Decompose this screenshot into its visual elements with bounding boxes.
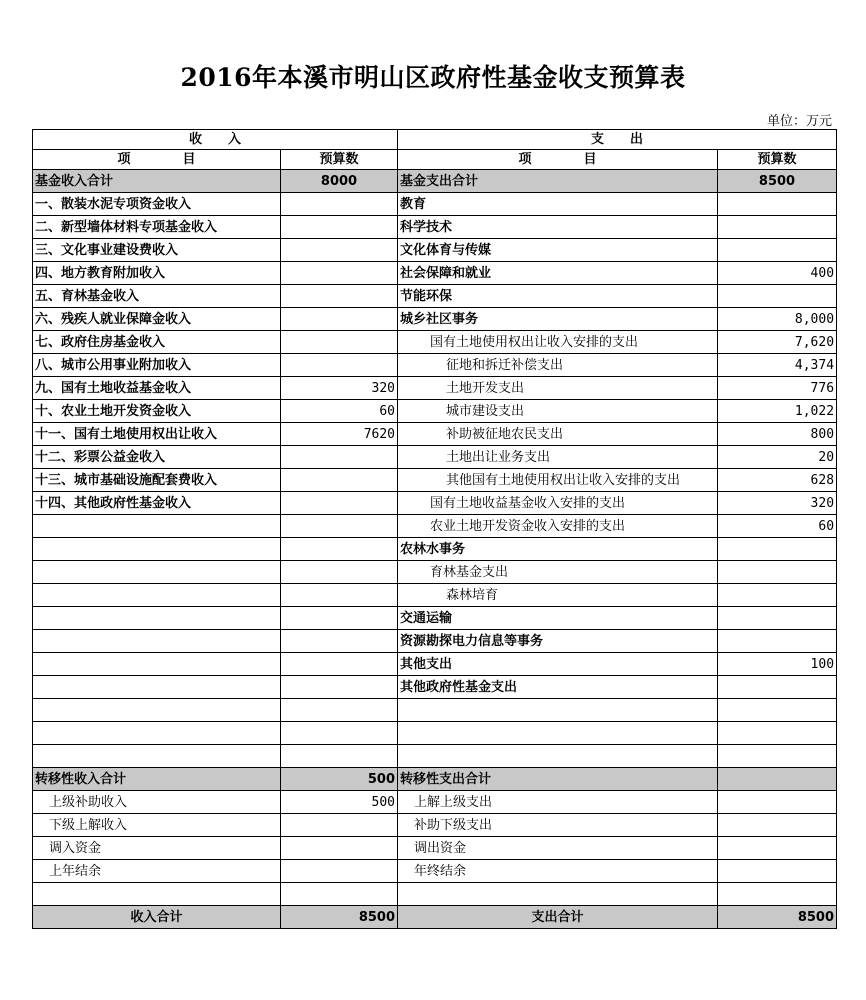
expense-item xyxy=(398,699,718,722)
expense-item: 国有土地使用权出让收入安排的支出 xyxy=(398,331,718,354)
header-row-2 xyxy=(33,150,837,170)
transfer-income-value: 500 xyxy=(281,791,398,814)
income-item: 七、政府住房基金收入 xyxy=(33,331,281,354)
expense-item: 土地开发支出 xyxy=(398,377,718,400)
income-item xyxy=(33,584,281,607)
expense-value: 8,000 xyxy=(718,308,837,331)
table-row xyxy=(33,354,837,377)
table-row xyxy=(33,699,837,722)
expense-value xyxy=(718,584,837,607)
fund-total-row xyxy=(33,170,837,193)
transfer-income-value xyxy=(281,814,398,837)
transfer-row xyxy=(33,814,837,837)
table-row xyxy=(33,630,837,653)
expense-item xyxy=(398,722,718,745)
transfer-expense-item: 年终结余 xyxy=(398,860,718,883)
expense-item: 其他国有土地使用权出让收入安排的支出 xyxy=(398,469,718,492)
income-total-label: 基金收入合计 xyxy=(33,170,281,193)
page-title: 2016年本溪市明山区政府性基金收支预算表 xyxy=(180,63,686,92)
expense-item: 土地出让业务支出 xyxy=(398,446,718,469)
income-item: 十一、国有土地使用权出让收入 xyxy=(33,423,281,446)
expense-value xyxy=(718,239,837,262)
income-header: 收 入 xyxy=(33,130,398,150)
income-value xyxy=(281,515,398,538)
income-item: 八、城市公用事业附加收入 xyxy=(33,354,281,377)
table-row xyxy=(33,607,837,630)
expense-value: 7,620 xyxy=(718,331,837,354)
transfer-row xyxy=(33,883,837,906)
table-row xyxy=(33,377,837,400)
grand-total-row xyxy=(33,906,837,929)
income-item: 五、育林基金收入 xyxy=(33,285,281,308)
income-item xyxy=(33,722,281,745)
income-value xyxy=(281,469,398,492)
table-row xyxy=(33,239,837,262)
transfer-income-value xyxy=(281,883,398,906)
expense-item: 教育 xyxy=(398,193,718,216)
income-value xyxy=(281,239,398,262)
table-row xyxy=(33,584,837,607)
income-item xyxy=(33,699,281,722)
expense-value: 400 xyxy=(718,262,837,285)
table-row xyxy=(33,423,837,446)
grand-income-value: 8500 xyxy=(281,906,398,929)
income-item: 十三、城市基础设施配套费收入 xyxy=(33,469,281,492)
expense-value xyxy=(718,538,837,561)
transfer-expense-label: 转移性支出合计 xyxy=(398,768,718,791)
table-row xyxy=(33,745,837,768)
income-item: 一、散装水泥专项资金收入 xyxy=(33,193,281,216)
expense-item: 城市建设支出 xyxy=(398,400,718,423)
income-value xyxy=(281,216,398,239)
transfer-income-item: 下级上解收入 xyxy=(33,814,281,837)
transfer-expense-value xyxy=(718,837,837,860)
transfer-expense-value xyxy=(718,768,837,791)
expense-item: 国有土地收益基金收入安排的支出 xyxy=(398,492,718,515)
income-value xyxy=(281,331,398,354)
expense-value xyxy=(718,193,837,216)
income-item: 十、农业土地开发资金收入 xyxy=(33,400,281,423)
income-value xyxy=(281,561,398,584)
income-value xyxy=(281,676,398,699)
expense-value: 628 xyxy=(718,469,837,492)
table-row xyxy=(33,538,837,561)
transfer-income-item: 调入资金 xyxy=(33,837,281,860)
income-item xyxy=(33,561,281,584)
transfer-expense-item xyxy=(398,883,718,906)
header-row-1 xyxy=(33,130,837,150)
expense-value: 100 xyxy=(718,653,837,676)
expense-item: 科学技术 xyxy=(398,216,718,239)
expense-value xyxy=(718,607,837,630)
budget-table xyxy=(32,129,837,929)
expense-value xyxy=(718,722,837,745)
income-value xyxy=(281,584,398,607)
expense-value: 320 xyxy=(718,492,837,515)
grand-income-label: 收入合计 xyxy=(33,906,281,929)
expense-value xyxy=(718,285,837,308)
expense-value xyxy=(718,745,837,768)
expense-item: 其他支出 xyxy=(398,653,718,676)
income-item xyxy=(33,515,281,538)
income-value xyxy=(281,193,398,216)
expense-item-header: 项 目 xyxy=(398,150,718,170)
income-item xyxy=(33,653,281,676)
transfer-expense-value xyxy=(718,860,837,883)
income-value: 60 xyxy=(281,400,398,423)
transfer-income-item: 上年结余 xyxy=(33,860,281,883)
expense-item xyxy=(398,745,718,768)
expense-value xyxy=(718,216,837,239)
income-value xyxy=(281,607,398,630)
table-row xyxy=(33,469,837,492)
transfer-total-row xyxy=(33,768,837,791)
expense-item: 文化体育与传媒 xyxy=(398,239,718,262)
income-value xyxy=(281,446,398,469)
transfer-expense-value xyxy=(718,883,837,906)
income-item: 二、新型墙体材料专项基金收入 xyxy=(33,216,281,239)
transfer-expense-value xyxy=(718,814,837,837)
table-row xyxy=(33,262,837,285)
income-value xyxy=(281,492,398,515)
expense-item: 育林基金支出 xyxy=(398,561,718,584)
table-row xyxy=(33,676,837,699)
income-value: 320 xyxy=(281,377,398,400)
income-item: 六、残疾人就业保障金收入 xyxy=(33,308,281,331)
income-item: 四、地方教育附加收入 xyxy=(33,262,281,285)
income-value xyxy=(281,354,398,377)
expense-value: 60 xyxy=(718,515,837,538)
table-row xyxy=(33,331,837,354)
table-row xyxy=(33,400,837,423)
table-row xyxy=(33,216,837,239)
expense-item: 农业土地开发资金收入安排的支出 xyxy=(398,515,718,538)
grand-expense-label: 支出合计 xyxy=(398,906,718,929)
income-value xyxy=(281,538,398,561)
table-row xyxy=(33,492,837,515)
income-item: 三、文化事业建设费收入 xyxy=(33,239,281,262)
expense-value: 776 xyxy=(718,377,837,400)
expense-item: 森林培育 xyxy=(398,584,718,607)
transfer-row xyxy=(33,837,837,860)
table-row xyxy=(33,193,837,216)
grand-expense-value: 8500 xyxy=(718,906,837,929)
income-item: 九、国有土地收益基金收入 xyxy=(33,377,281,400)
expense-budget-header: 预算数 xyxy=(718,150,837,170)
income-item: 十二、彩票公益金收入 xyxy=(33,446,281,469)
transfer-expense-value xyxy=(718,791,837,814)
income-item xyxy=(33,538,281,561)
expense-item: 其他政府性基金支出 xyxy=(398,676,718,699)
table-row xyxy=(33,653,837,676)
expense-value: 4,374 xyxy=(718,354,837,377)
expense-value: 20 xyxy=(718,446,837,469)
expense-item: 农林水事务 xyxy=(398,538,718,561)
transfer-income-item xyxy=(33,883,281,906)
table-row xyxy=(33,446,837,469)
transfer-row xyxy=(33,860,837,883)
transfer-income-item: 上级补助收入 xyxy=(33,791,281,814)
table-row xyxy=(33,561,837,584)
expense-item: 征地和拆迁补偿支出 xyxy=(398,354,718,377)
transfer-expense-item: 上解上级支出 xyxy=(398,791,718,814)
expense-value xyxy=(718,561,837,584)
expense-item: 城乡社区事务 xyxy=(398,308,718,331)
table-row xyxy=(33,308,837,331)
income-value xyxy=(281,285,398,308)
unit-label: 单位：万元 xyxy=(766,114,832,129)
expense-value xyxy=(718,676,837,699)
income-value xyxy=(281,745,398,768)
transfer-expense-item: 补助下级支出 xyxy=(398,814,718,837)
expense-item: 节能环保 xyxy=(398,285,718,308)
table-row xyxy=(33,285,837,308)
expense-item: 补助被征地农民支出 xyxy=(398,423,718,446)
expense-value: 1,022 xyxy=(718,400,837,423)
income-item xyxy=(33,745,281,768)
expense-value xyxy=(718,630,837,653)
income-item: 十四、其他政府性基金收入 xyxy=(33,492,281,515)
income-item xyxy=(33,607,281,630)
income-value xyxy=(281,722,398,745)
expense-total-label: 基金支出合计 xyxy=(398,170,718,193)
income-value xyxy=(281,630,398,653)
transfer-income-value xyxy=(281,837,398,860)
expense-value: 800 xyxy=(718,423,837,446)
expense-item: 交通运输 xyxy=(398,607,718,630)
income-value: 7620 xyxy=(281,423,398,446)
income-value xyxy=(281,699,398,722)
income-item xyxy=(33,630,281,653)
income-budget-header: 预算数 xyxy=(281,150,398,170)
income-value xyxy=(281,653,398,676)
expense-header: 支 出 xyxy=(398,130,837,150)
expense-total-value: 8500 xyxy=(718,170,837,193)
table-row xyxy=(33,515,837,538)
income-item xyxy=(33,676,281,699)
expense-value xyxy=(718,699,837,722)
income-item-header: 项 目 xyxy=(33,150,281,170)
transfer-income-label: 转移性收入合计 xyxy=(33,768,281,791)
income-value xyxy=(281,308,398,331)
transfer-row xyxy=(33,791,837,814)
transfer-income-value: 500 xyxy=(281,768,398,791)
table-row xyxy=(33,722,837,745)
income-total-value: 8000 xyxy=(281,170,398,193)
income-value xyxy=(281,262,398,285)
expense-item: 社会保障和就业 xyxy=(398,262,718,285)
transfer-income-value xyxy=(281,860,398,883)
expense-item: 资源勘探电力信息等事务 xyxy=(398,630,718,653)
transfer-expense-item: 调出资金 xyxy=(398,837,718,860)
